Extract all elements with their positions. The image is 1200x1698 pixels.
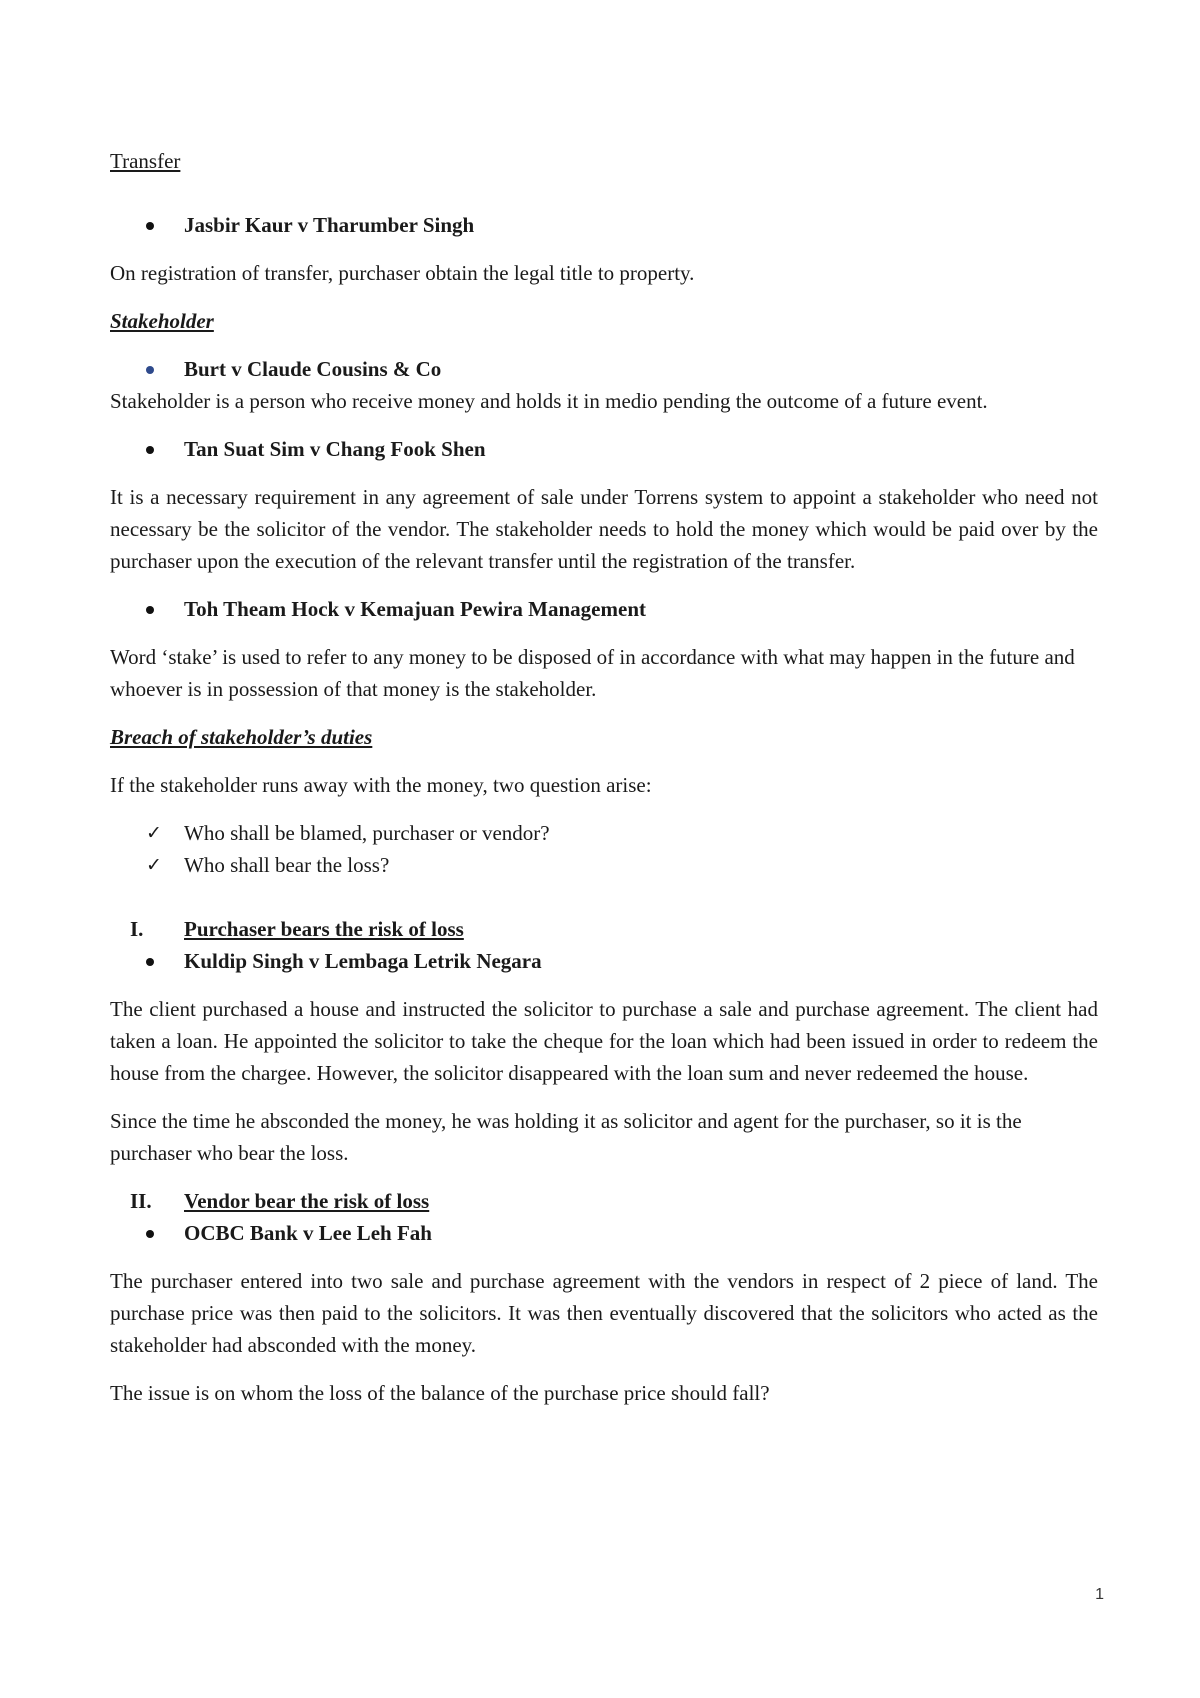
section-heading-stakeholder: Stakeholder (110, 309, 214, 333)
case-title: Burt v Claude Cousins & Co (184, 357, 442, 381)
roman-numeral: I. (130, 917, 144, 941)
check-item (110, 817, 1098, 849)
case-title: Jasbir Kaur v Tharumber Singh (184, 213, 475, 237)
case-item-ocbc (110, 1217, 1098, 1249)
roman-numeral: II. (130, 1189, 152, 1213)
roman-heading-title: Purchaser bears the risk of loss (184, 917, 464, 941)
page-number: 1 (1095, 1586, 1104, 1603)
case-title: Tan Suat Sim v Chang Fook Shen (184, 437, 486, 461)
bullet-dot-icon (146, 958, 154, 966)
document-body (110, 145, 1098, 1425)
paragraph-registration: On registration of transfer, purchaser obtain the legal title to property. (110, 261, 695, 285)
case-title: OCBC Bank v Lee Leh Fah (184, 1221, 432, 1245)
check-item (110, 849, 1098, 881)
check-item-text: Who shall be blamed, purchaser or vendor? (184, 821, 550, 845)
paragraph-toh: Word ‘stake’ is used to refer to any money to be disposed of in accordance with what may happen in the future and whoever is in possession of that money is the stakeholder. (110, 645, 1075, 701)
bullet-dot-blue-icon (146, 366, 154, 374)
paragraph-ocbc-1: The purchaser entered into two sale and purchase agreement with the vendors in respect of 2 piece of land. The purchase price was then paid to the solicitors. It was then eventually discovered that the solicitors who acted as the stakeholder had absconded with the money. (110, 1269, 1098, 1357)
case-item-kuldip (110, 945, 1098, 977)
paragraph-kuldip-1: The client purchased a house and instructed the solicitor to purchase a sale and purchase agreement. The client had taken a loan. He appointed the solicitor to take the cheque for the loan which had been issued in order to redeem the house from the chargee. However, the solicitor disappeared with the loan sum and never redeemed the house. (110, 997, 1098, 1085)
paragraph-tan: It is a necessary requirement in any agreement of sale under Torrens system to appoint a stakeholder who need not necessary be the solicitor of the vendor. The stakeholder needs to hold the money which would be paid over by the purchaser upon the execution of the relevant transfer until the registration of the transfer. (110, 485, 1098, 573)
checkmark-icon: ✓ (146, 822, 162, 844)
case-title: Toh Theam Hock v Kemajuan Pewira Management (184, 597, 646, 621)
paragraph-kuldip-2: Since the time he absconded the money, he was holding it as solicitor and agent for the purchaser, so it is the purchaser who bear the loss. (110, 1109, 1022, 1165)
paragraph-burt: Stakeholder is a person who receive money and holds it in medio pending the outcome of a future event. (110, 389, 988, 413)
case-item-toh (110, 593, 1098, 625)
roman-heading-title: Vendor bear the risk of loss (184, 1189, 430, 1213)
checkmark-icon: ✓ (146, 854, 162, 876)
section-heading-breach: Breach of stakeholder’s duties (110, 725, 373, 749)
case-item-tan (110, 433, 1098, 465)
roman-heading-1 (110, 913, 1098, 945)
bullet-dot-icon (146, 446, 154, 454)
case-item-jasbir (110, 209, 1098, 241)
paragraph-breach: If the stakeholder runs away with the money, two question arise: (110, 773, 652, 797)
paragraph-ocbc-2: The issue is on whom the loss of the balance of the purchase price should fall? (110, 1381, 770, 1405)
bullet-dot-icon (146, 222, 154, 230)
bullet-dot-icon (146, 606, 154, 614)
check-item-text: Who shall bear the loss? (184, 853, 390, 877)
case-title: Kuldip Singh v Lembaga Letrik Negara (184, 949, 542, 973)
section-heading-transfer: Transfer (110, 149, 181, 173)
case-item-burt (110, 353, 1098, 385)
roman-heading-2 (110, 1185, 1098, 1217)
bullet-dot-icon (146, 1230, 154, 1238)
